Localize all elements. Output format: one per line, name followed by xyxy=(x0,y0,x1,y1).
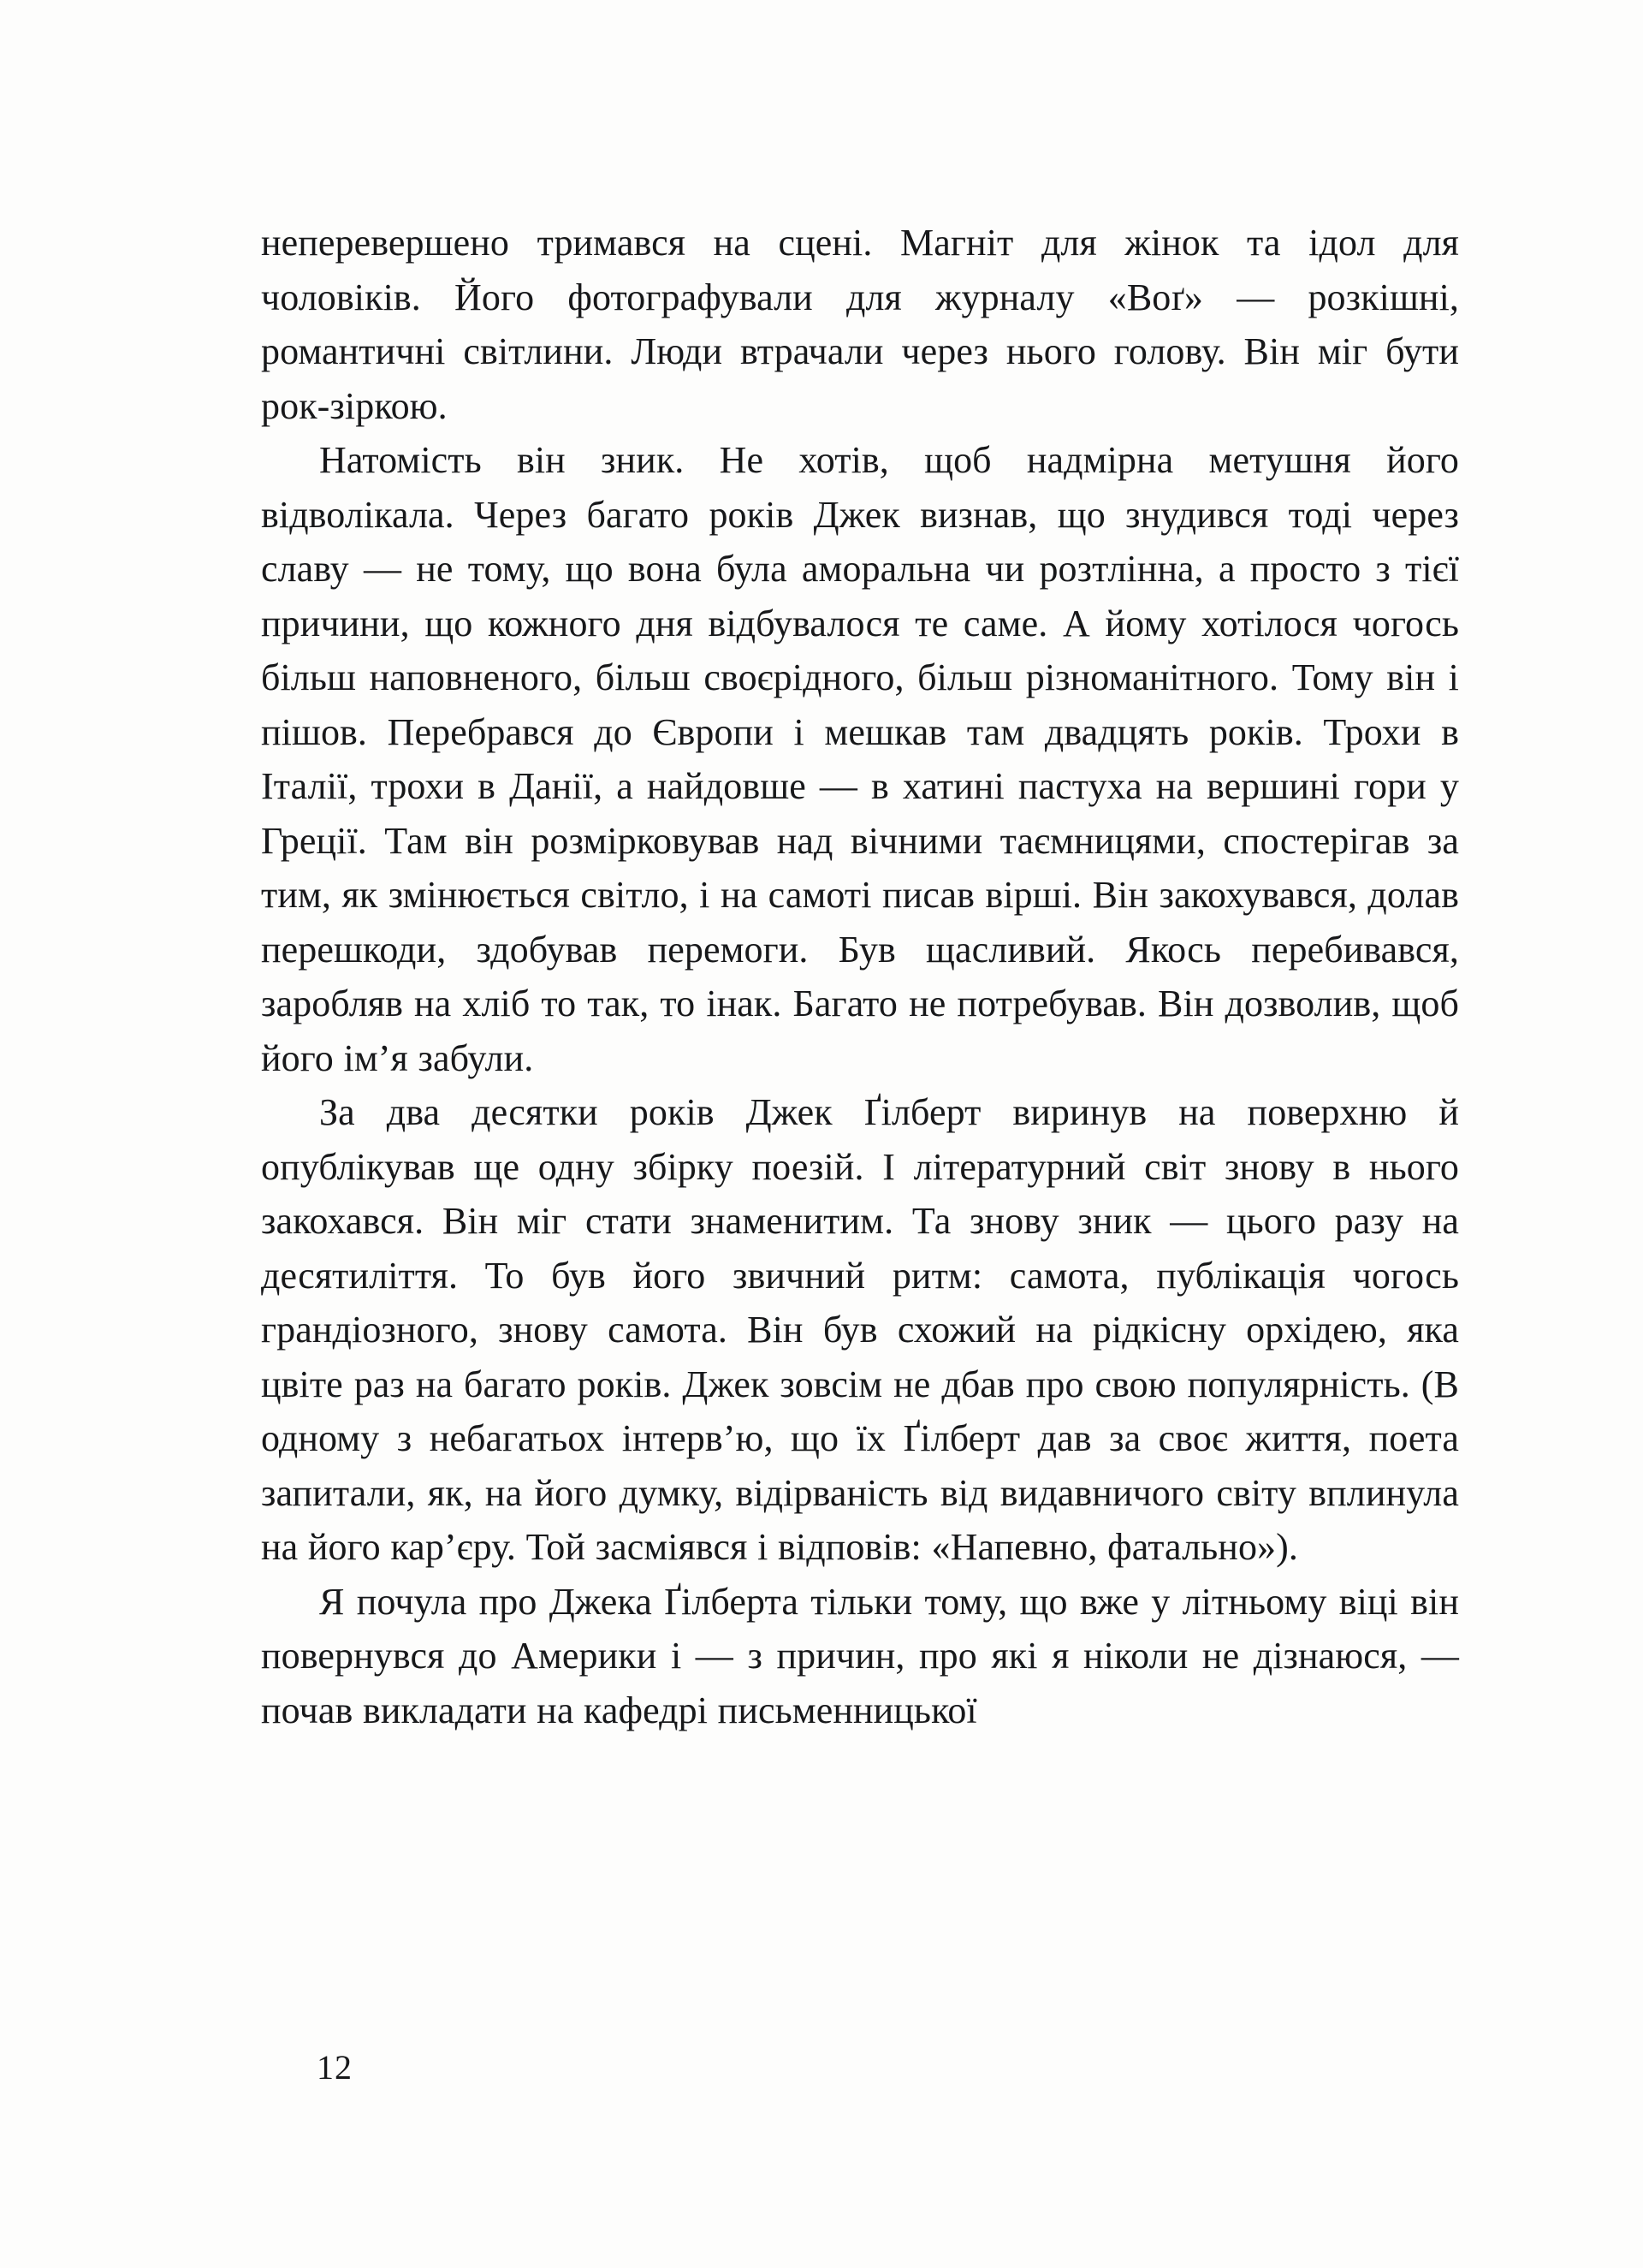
paragraph-za-dva-desyatky: За два десятки років Джек Ґілберт виринув на поверхню й опублікував ще одну збірку поезій. І літературний світ знову в нього закохався. Він міг стати знаменитим. Та знову зник — цього разу на десятиліття. То був його звичний ритм: самота, публікація чогось грандіозного, знову самота. Він був схожий на рідкісну орхідею, яка цвіте раз на багато років. Джек зовсім не дбав про свою популярність. (В одному з небагатьох інтерв’ю, що їх Ґілберт дав за своє життя, поета запитали, як, на його думку, відірваність від видавничого світу вплинула на його кар’єру. Той засміявся і відповів: «Напевно, фатально»). xyxy=(261,1091,1459,1568)
text-column xyxy=(261,216,1459,1737)
paragraph-continuation: неперевершено тримався на сцені. Магніт для жінок та ідол для чоловіків. Його фотографували для журналу «Воґ» — розкішні, романтичні світлини. Люди втрачали через нього голову. Він міг бути рок-зіркою. xyxy=(261,222,1459,427)
paragraph-natomist: Натомість він зник. Не хотів, щоб надмірна метушня його відволікала. Через багато років Джек визнав, що знудився тоді через славу — не тому, що вона була аморальна чи розтлінна, а просто з тієї причини, що кожного дня відбувалося те саме. А йому хотілося чогось більш наповненого, більш своєрідного, більш різноманітного. Тому він і пішов. Перебрався до Європи і мешкав там двадцять років. Трохи в Італії, трохи в Данії, а найдовше — в хатині пастуха на вершині гори у Греції. Там він розмірковував над вічними таємницями, спостерігав за тим, як змінюється світло, і на самоті писав вірші. Він закохувався, долав перешкоди, здобував перемоги. Був щасливий. Якось перебивався, заробляв на хліб то так, то інак. Багато не потребував. Він дозволив, щоб його ім’я забули. xyxy=(261,439,1459,1079)
paragraph-ya-pochula: Я почула про Джека Ґілберта тільки тому, що вже у літньому віці він повернувся до Америки і — з причин, про які я ніколи не дізнаюся, — почав викладати на кафедрі письменницької xyxy=(261,1580,1459,1731)
page-number: 12 xyxy=(317,2048,353,2087)
